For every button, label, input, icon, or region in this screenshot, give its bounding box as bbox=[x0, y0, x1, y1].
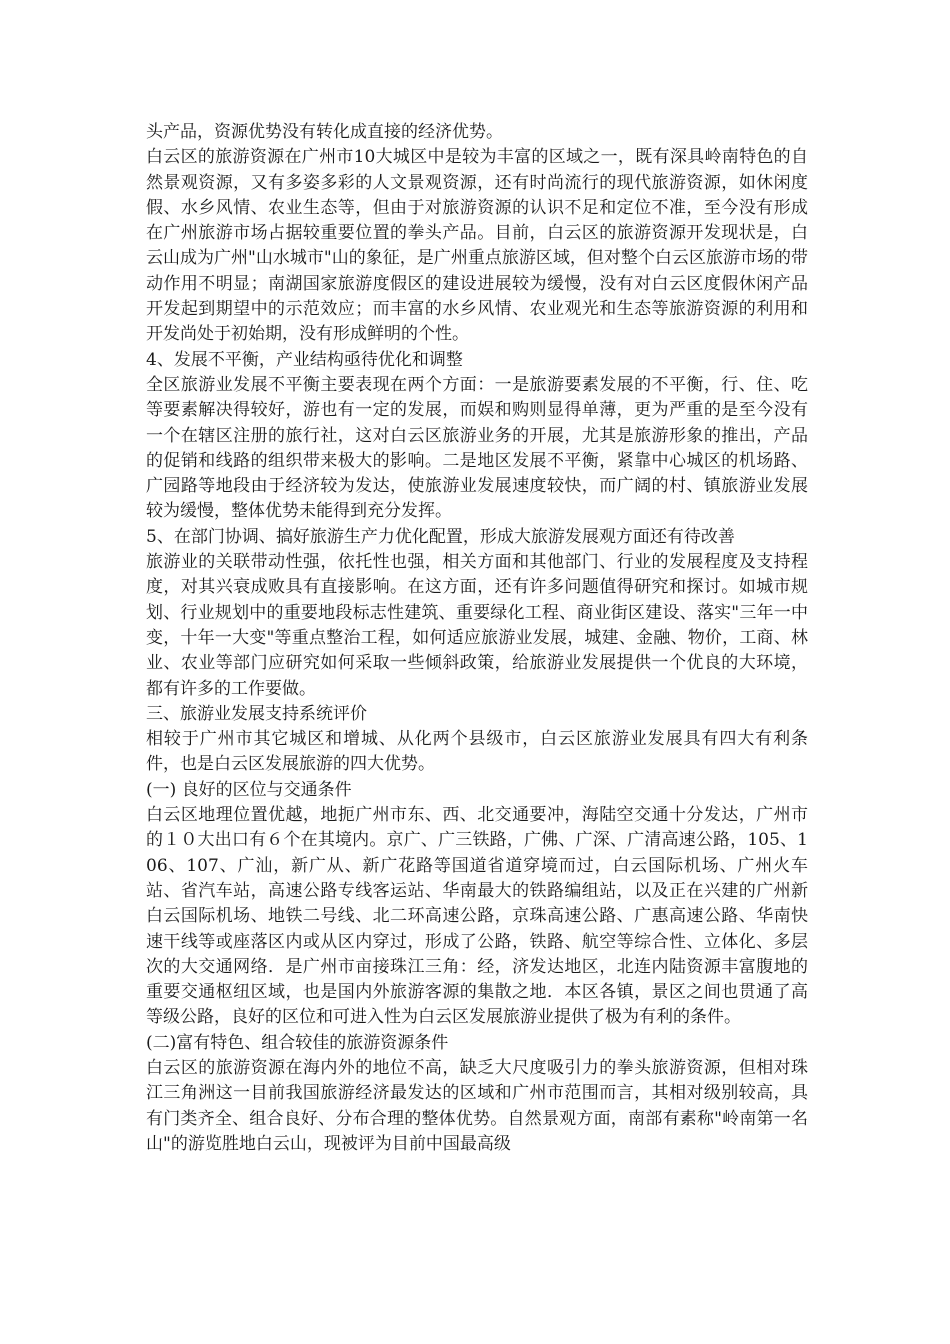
subheading-location: (一) 良好的区位与交通条件 bbox=[146, 779, 352, 800]
subheading-resources: (二)富有特色、组合较佳的旅游资源条件 bbox=[146, 1032, 449, 1053]
paragraph-tourism-resources: 白云区的旅游资源在广州市10大城区中是较为丰富的区域之一，既有深具岭南特色的自然景观资源，又有多姿多彩的人文景观资源，还有时尚流行的现代旅游资源，如休闲度假、水乡风情、农业生态等，但由于对旅游资源的认识不足和定位不准，至今没有形成在广州旅游市场占据较重要位置的拳头产品。目前，白云区的旅游资源开发现状是，白云山成为广州"山水城市"山的象征，是广州重点旅游区域，但对整个白云区旅游市场的带动作用不明显；南湖国家旅游度假区的建设进展较为缓慢，没有对白云区度假休闲产品开发起到期望中的示范效应；而丰富的水乡风情、农业观光和生态等旅游资源的利用和开发尚处于初始期，没有形成鲜明的个性。 bbox=[146, 147, 808, 345]
document-body bbox=[146, 120, 808, 1157]
section-heading-5: 5、在部门协调、搞好旅游生产力优化配置，形成大旅游发展观方面还有待改善 bbox=[146, 526, 735, 547]
paragraph-location-transport: 白云区地理位置优越，地扼广州市东、西、北交通要冲，海陆空交通十分发达，广州市的１０大出口有６个在其境内。京广、广三铁路，广佛、广深、广清高速公路，105、106、107、广汕，新广从、新广花路等国道省道穿境而过，白云国际机场、广州火车站、省汽车站，高速公路专线客运站、华南最大的铁路编组站，以及正在兴建的广州新白云国际机场、地铁二号线、北二环高速公路，京珠高速公路、广惠高速公路、华南快速干线等或座落区内或从区内穿过，形成了公路，铁路、航空等综合性、立体化、多层次的大交通网络．是广州市亩接珠江三角：经，济发达地区，北连内陆资源丰富腹地的重要交通枢纽区域，也是国内外旅游客源的集散之地．本区各镇，景区之间也贯通了高等级公路，良好的区位和可进入性为白云区发展旅游业提供了极为有利的条件。 bbox=[146, 805, 808, 1028]
section-heading-4: 4、发展不平衡，产业结构亟待优化和调整 bbox=[146, 349, 463, 370]
paragraph-continuation: 头产品，资源优势没有转化成直接的经济优势。 bbox=[146, 122, 503, 142]
paragraph-imbalance: 全区旅游业发展不平衡主要表现在两个方面：一是旅游要素发展的不平衡，行、住、吃等要素解决得较好，游也有一定的发展，而娱和购则显得单薄，更为严重的是至今没有一个在辖区注册的旅行社，这对白云区旅游业务的开展，尤其是旅游形象的推出，产品的促销和线路的组织带来极大的影响。二是地区发展不平衡，紧靠中心城区的机场路、广园路等地段由于经济较为发达，使旅游业发展速度较快，而广阔的村、镇旅游业发展较为缓慢，整体优势未能得到充分发挥。 bbox=[146, 374, 808, 522]
paragraph-resources-conditions: 白云区的旅游资源在海内外的地位不高，缺乏大尺度吸引力的拳头旅游资源，但相对珠江三角洲这一目前我国旅游经济最发达的区域和广州市范围而言，其相对级别较高，具有门类齐全、组合良好、分布合理的整体优势。自然景观方面，南部有素称"岭南第一名山"的游览胜地白云山，现被评为目前中国最高级 bbox=[146, 1057, 808, 1154]
section-heading-3: 三、旅游业发展支持系统评价 bbox=[146, 703, 367, 724]
paragraph-coordination: 旅游业的关联带动性强，依托性也强，相关方面和其他部门、行业的发展程度及支持程度，对其兴衰成败具有直接影响。在这方面，还有许多问题值得研究和探讨。如城市规划、行业规划中的重要地段标志性建筑、重要绿化工程、商业街区建设、落实"三年一中变，十年一大变"等重点整治工程，如何适应旅游业发展，城建、金融、物价，工商、林业、农业等部门应研究如何采取一些倾斜政策，给旅游业发展提供一个优良的大环境，都有许多的工作要做。 bbox=[146, 552, 808, 699]
paragraph-advantages: 相较于广州市其它城区和增城、从化两个县级市，白云区旅游业发展具有四大有利条件，也是白云区发展旅游的四大优势。 bbox=[146, 729, 808, 775]
